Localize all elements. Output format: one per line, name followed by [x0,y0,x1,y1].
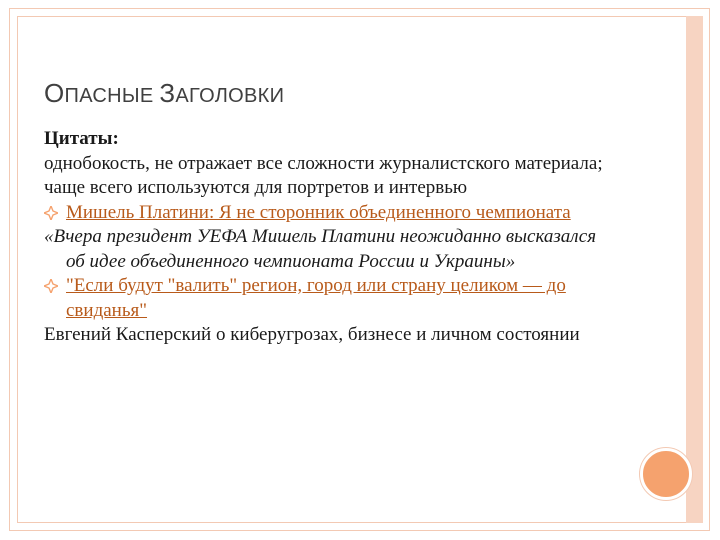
slide-side-bar [686,16,703,523]
slide-title [44,78,284,109]
quotes-label: Цитаты: [44,128,119,149]
link-item-kaspersky [44,274,614,323]
link-item-platini [44,201,614,226]
decorative-circle [640,448,692,500]
list-item-onesided: однобокость, не отражает все сложности журналистского материала; [44,152,603,174]
title-letter-1: О [44,78,65,108]
platini-article-link[interactable]: Мишель Платини: Я не сторонник объединенного чемпионата [66,201,571,223]
title-part-1: ПАСНЫЕ [64,85,160,107]
list-item-portraits: чаще всего используются для портретов и интервью [44,177,468,198]
slide-content [44,127,614,348]
platini-quote: «Вчера президент УЕФА Мишель Платини неожиданно высказался об идее объединенного чемпионата России и Украины» [44,226,597,272]
kaspersky-caption: Евгений Касперский о киберугрозах, бизнесе и личном состоянии [44,324,580,345]
diamond-bullet-icon [44,206,58,220]
title-letter-2: З [159,78,176,108]
diamond-bullet-icon [44,279,58,293]
title-part-2: АГОЛОВКИ [175,85,285,107]
kaspersky-article-link[interactable]: "Если будут "валить" регион, город или страну целиком — до свиданья" [66,275,566,321]
